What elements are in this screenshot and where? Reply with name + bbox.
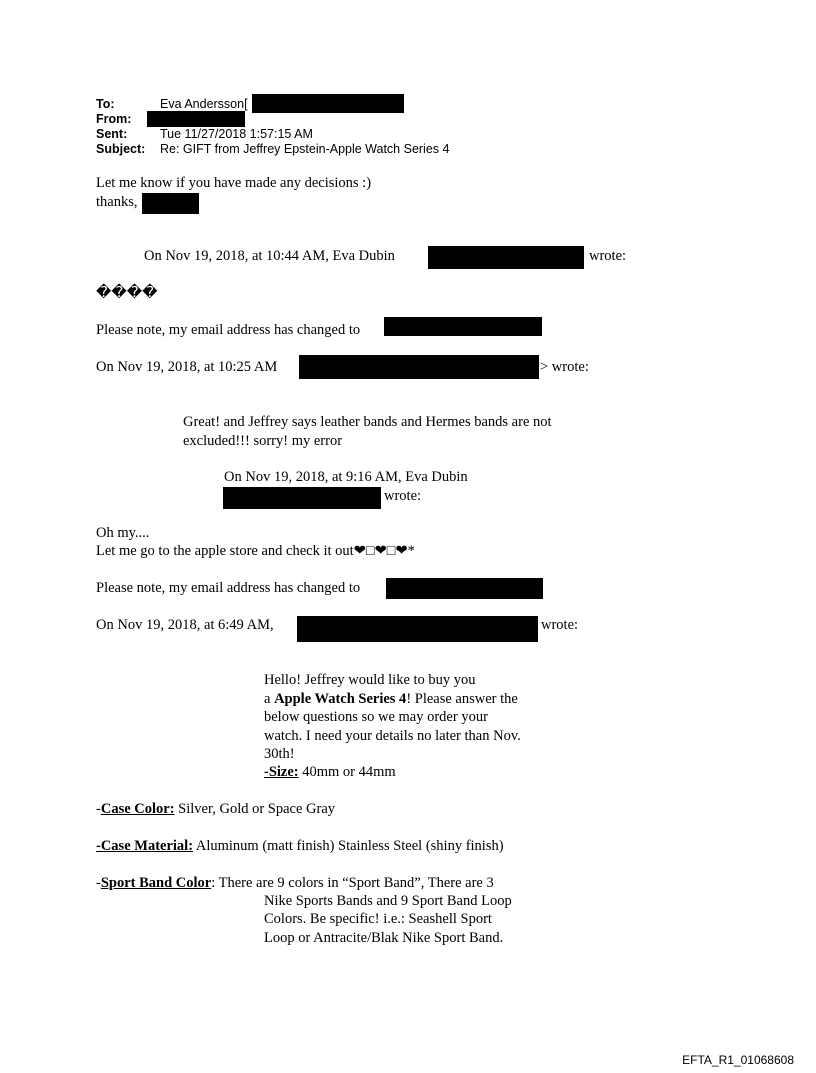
garbled-text: ���� — [96, 285, 158, 301]
to-value: Eva Andersson[ — [160, 97, 248, 111]
hello-line-1: Hello! Jeffrey would like to buy you — [264, 672, 476, 688]
quote1-wrote: wrote: — [589, 248, 627, 264]
band-line-1: -Sport Band Color: There are 9 colors in “Sport Band”, There are 3 — [96, 875, 494, 891]
band-line-2: Nike Sports Bands and 9 Sport Band Loop — [264, 893, 512, 909]
quote2-header: On Nov 19, 2018, at 10:25 AM — [96, 359, 278, 375]
case-color-value: Silver, Gold or Space Gray — [174, 801, 336, 817]
quote1-header: On Nov 19, 2018, at 10:44 AM, Eva Dubin — [144, 248, 395, 264]
hello-line-4: watch. I need your details no later than Nov. — [264, 728, 521, 744]
email-note-1: Please note, my email address has changed to — [96, 322, 361, 338]
body-line-2: thanks, — [96, 194, 138, 210]
redaction-box — [384, 317, 542, 336]
to-label: To: — [96, 97, 115, 111]
apple-store-line: Let me go to the apple store and check it out❤︎□❤︎□❤︎* — [96, 543, 415, 559]
hello-line-2: a Apple Watch Series 4! Please answer the — [264, 691, 518, 707]
great-line-1: Great! and Jeffrey says leather bands and Hermes bands are not — [183, 414, 552, 430]
sent-value: Tue 11/27/2018 1:57:15 AM — [160, 127, 313, 141]
size-label: -Size: — [264, 764, 299, 780]
size-value: 40mm or 44mm — [298, 764, 396, 780]
subject-label: Subject: — [96, 142, 146, 156]
quote3-wrote: wrote: — [384, 488, 422, 504]
case-color-line: -Case Color: Silver, Gold or Space Gray — [96, 801, 336, 817]
redaction-box — [252, 94, 404, 113]
subject-value: Re: GIFT from Jeffrey Epstein-Apple Watch Series 4 — [160, 142, 450, 156]
great-line-2: excluded!!! sorry! my error — [183, 433, 343, 449]
redaction-box — [142, 193, 199, 214]
band-line-3: Colors. Be specific! i.e.: Seashell Sport — [264, 911, 492, 927]
redaction-box — [297, 616, 538, 642]
from-label: From: — [96, 112, 132, 126]
redaction-box — [299, 355, 539, 379]
quote2-wrote: > wrote: — [540, 359, 589, 375]
quote4-header: On Nov 19, 2018, at 6:49 AM, — [96, 617, 274, 633]
email-note-2: Please note, my email address has changed to — [96, 580, 361, 596]
product-name: Apple Watch Series 4 — [274, 691, 407, 707]
body-line-1: Let me know if you have made any decisions :) — [96, 175, 372, 191]
redaction-box — [147, 111, 245, 127]
hello-line-3: below questions so we may order your — [264, 709, 488, 725]
quote3-header: On Nov 19, 2018, at 9:16 AM, Eva Dubin — [224, 469, 468, 485]
case-material-value: Aluminum (matt finish) Stainless Steel (shiny finish) — [193, 838, 504, 854]
quote4-wrote: wrote: — [541, 617, 579, 633]
band-label: Sport Band Color — [100, 875, 212, 891]
oh-my-line: Oh my.... — [96, 525, 150, 541]
case-material-label: -Case Material: — [96, 838, 194, 854]
redaction-box — [428, 246, 584, 269]
sent-label: Sent: — [96, 127, 128, 141]
bates-number: EFTA_R1_01068608 — [682, 1053, 794, 1067]
redaction-box — [386, 578, 543, 599]
case-color-label: Case Color: — [100, 801, 175, 817]
redaction-box — [223, 487, 381, 509]
band-line-4: Loop or Antracite/Blak Nike Sport Band. — [264, 930, 504, 946]
case-material-line — [96, 838, 504, 855]
hello-line-5: 30th! — [264, 746, 295, 762]
size-line — [264, 764, 396, 781]
